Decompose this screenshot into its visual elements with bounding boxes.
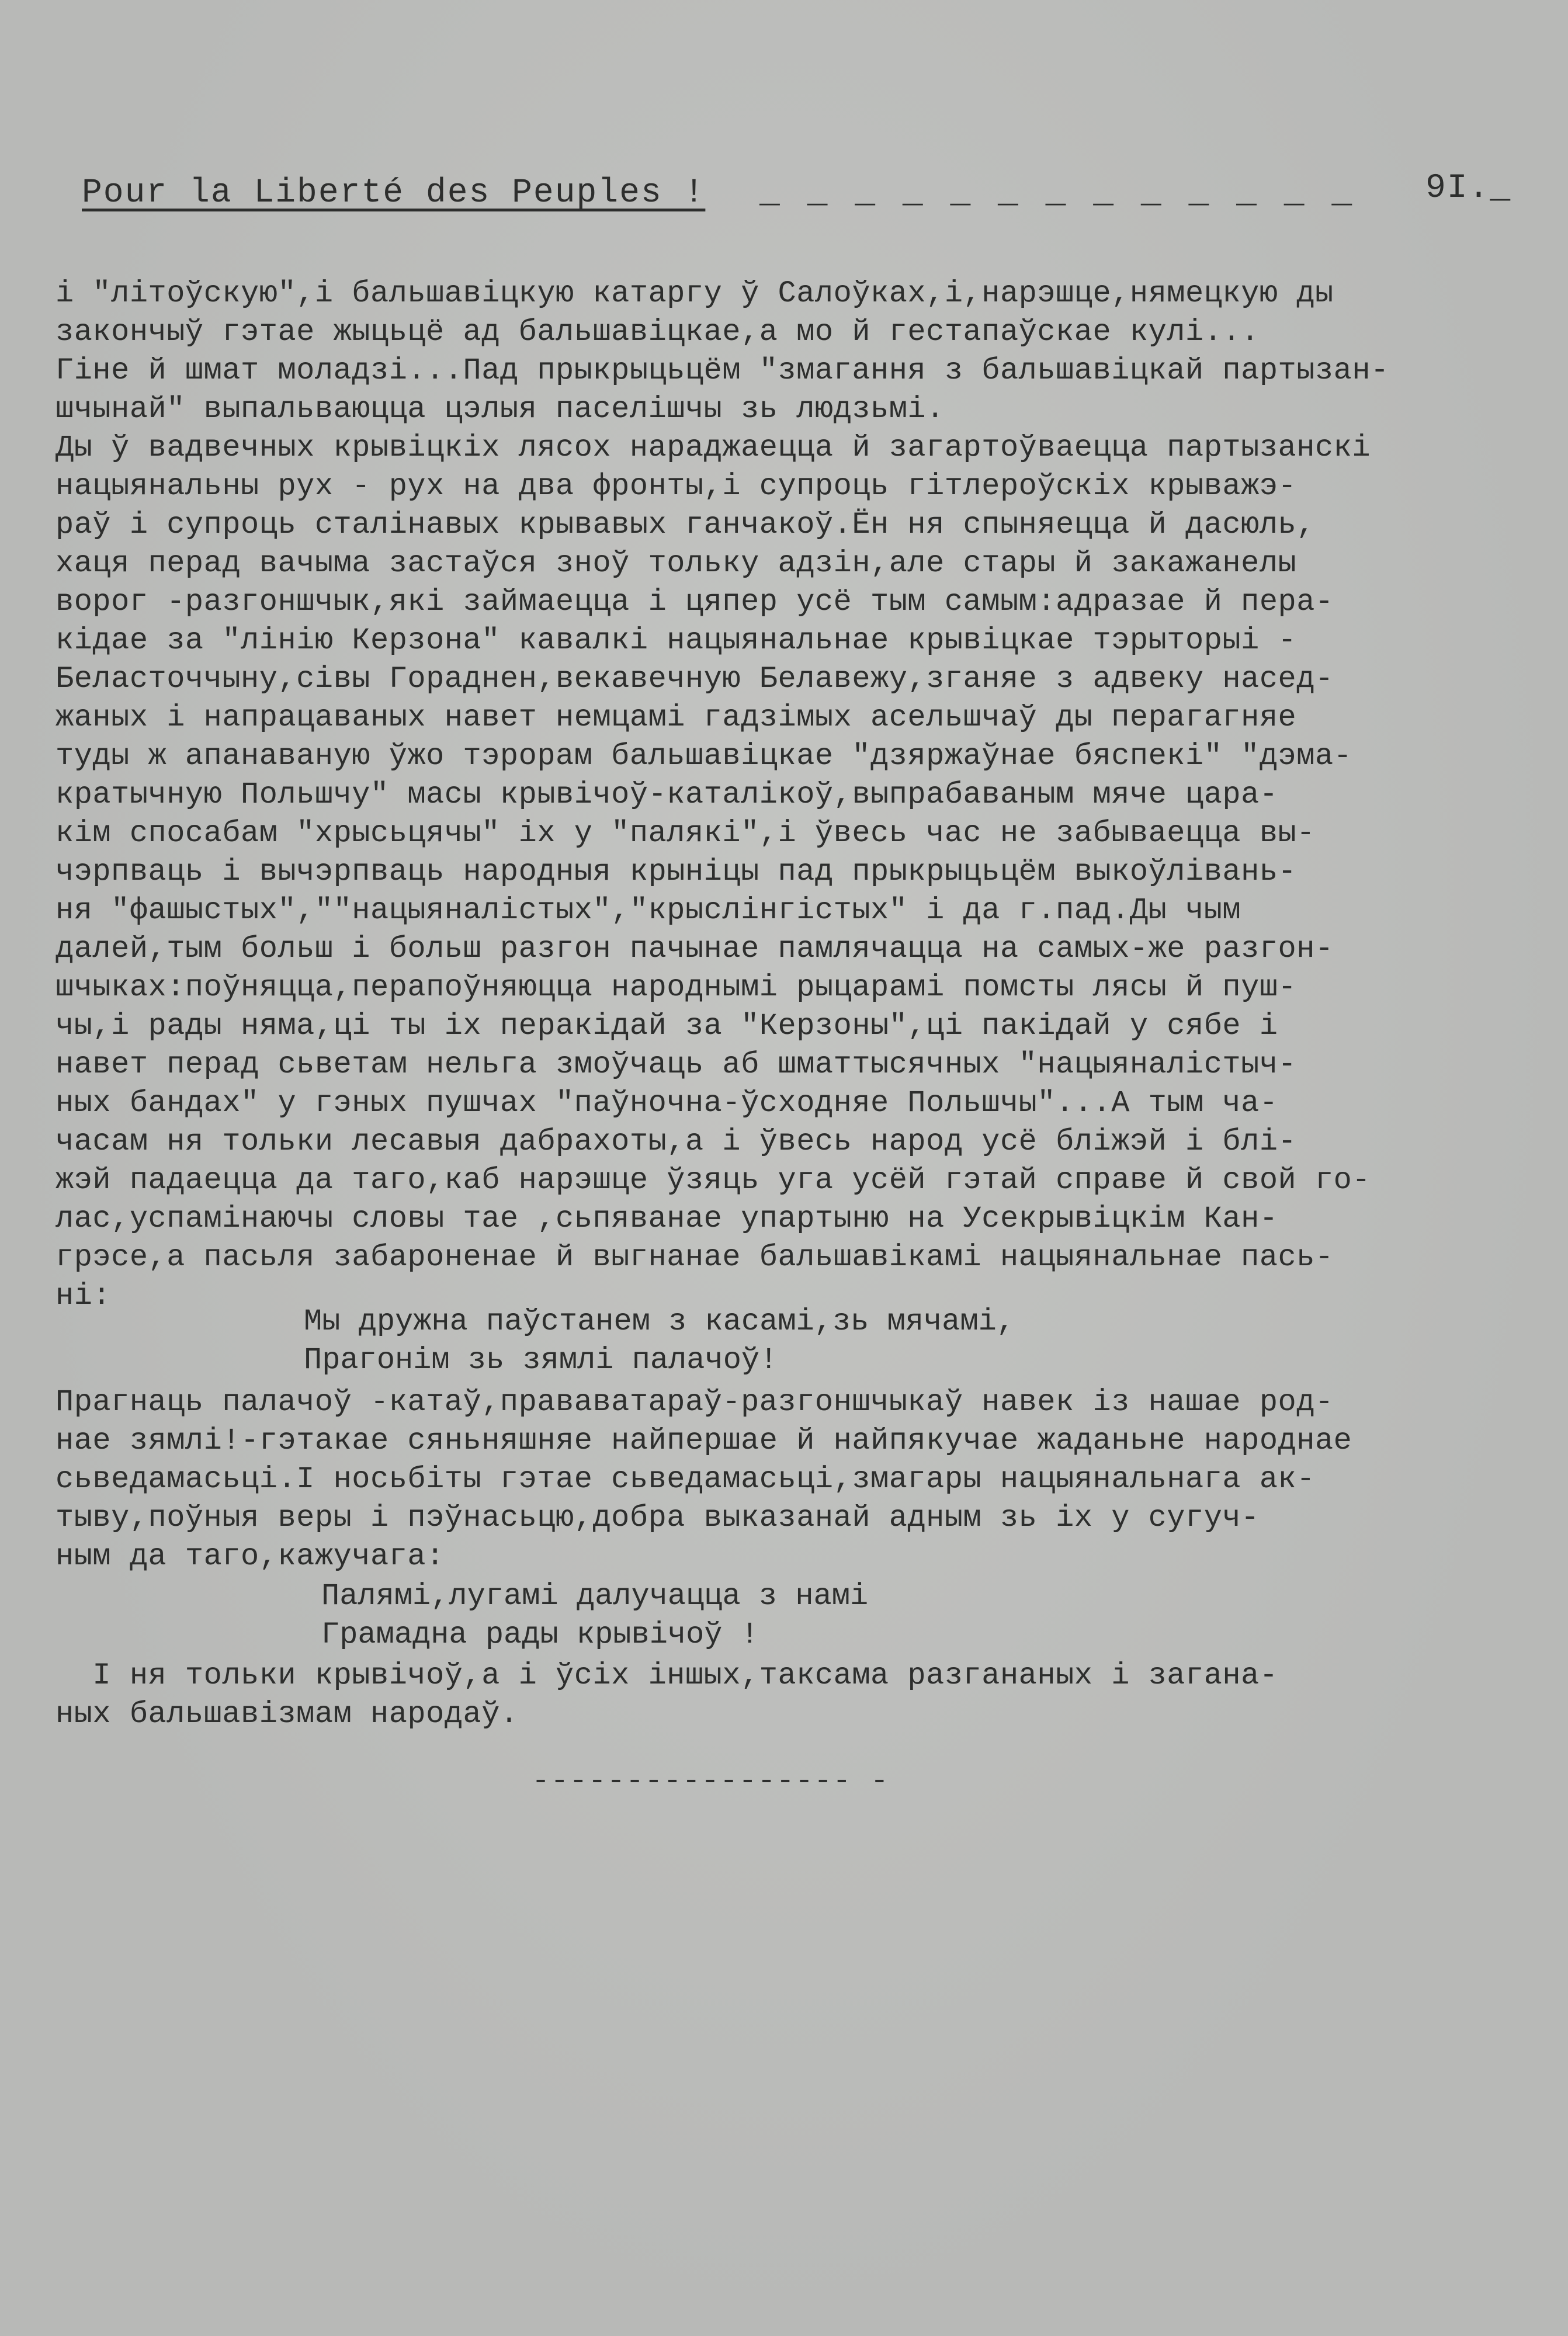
verse-line: Палямі,лугамі далучацца з намі	[321, 1579, 869, 1613]
text-line: грэсе,а пасьля забароненае й выгнанае бальшавікамі нацыянальнае пась-	[55, 1240, 1334, 1275]
verse-1	[304, 1303, 1015, 1380]
text-line: ных бандах" у гэных пушчах "паўночна-ўсходняе Польшчы"...А тым ча-	[55, 1086, 1278, 1120]
text-line: кідае за "лінію Керзона" кавалкі нацыянальнае крывіцкае тэрыторыі -	[55, 623, 1297, 658]
verse-line: Прагонім зь зямлі палачоў!	[304, 1343, 778, 1377]
paragraph-1	[55, 275, 1528, 1315]
text-line: жэй падаецца да таго,каб нарэшце ўзяць уга усёй гэтай справе й свой го-	[55, 1163, 1371, 1197]
verse-line: Мы дружна паўстанем з касамі,зь мячамі,	[304, 1304, 1015, 1339]
text-line: навет перад сьветам нельга змоўчаць аб шматтысячных "нацыяналістыч-	[55, 1047, 1297, 1082]
paragraph-2	[55, 1383, 1528, 1576]
text-line: ных бальшавізмам народаў.	[55, 1697, 519, 1731]
text-line: кім спосабам "хрысьцячы" іх у "палякі",і ўвесь час не забываецца вы-	[55, 816, 1315, 851]
text-line: ні:	[55, 1279, 112, 1313]
text-line: ня "фашыстых",""нацыяналістых","крыслінгістых" і да г.пад.Ды чым	[55, 893, 1241, 928]
text-line: і "літоўскую",і бальшавіцкую катаргу ў Салоўках,і,нарэшце,нямецкую ды	[55, 276, 1334, 311]
paragraph-3	[55, 1657, 1528, 1734]
text-line: раў і супроць сталінавых крывавых ганчакоў.Ён ня спыняецца й дасюль,	[55, 508, 1315, 542]
section-separator: ----------------- -	[532, 1764, 889, 1799]
page-header	[58, 169, 1519, 222]
text-line: тыву,поўныя веры і пэўнасьцю,добра выказанай адным зь іх у сугуч-	[55, 1501, 1260, 1535]
text-line: жаных і напрацаваных навет немцамі гадзімых асельшчаў ды перагагняе	[55, 700, 1297, 735]
text-line: Беласточчыну,сівы Гораднен,векавечную Белавежу,зганяе з адвеку насед-	[55, 662, 1334, 696]
text-line: часам ня тольки лесавыя дабрахоты,а і ўвесь народ усё бліжэй і блі-	[55, 1124, 1297, 1159]
text-line: нацыянальны рух - рух на два фронты,і супроць гітлероўскіх крыважэ-	[55, 469, 1297, 504]
text-line: хаця перад вачыма застаўся зноў тольку адзін,але стары й закажанелы	[55, 546, 1297, 581]
text-line: далей,тым больш і больш разгон пачынае памлячацца на самых-же разгон-	[55, 932, 1334, 966]
text-line: чы,і рады няма,ці ты іх перакідай за "Керзоны",ці пакідай у сябе і	[55, 1009, 1278, 1043]
text-line: шчынай" выпальваюцца цэлыя паселішчы зь людзьмі.	[55, 392, 945, 426]
verse-line: Грамадна рады крывічоў !	[321, 1618, 759, 1652]
text-line: туды ж апанаваную ўжо тэрорам бальшавіцкае "дзяржаўнае бяспекі" "дэма-	[55, 739, 1352, 773]
text-line: кратычную Польшчу" масы крывічоў-каталікоў,выпрабаваным мяче цара-	[55, 777, 1278, 812]
text-line: І ня тольки крывічоў,а і ўсіх іншых,таксама разгананых і загана-	[55, 1658, 1278, 1693]
text-line: Гіне й шмат моладзі...Пад прыкрыцьцём "змагання з бальшавіцкай партызан-	[55, 353, 1389, 388]
header-title: Pour la Liberté des Peuples !	[82, 174, 706, 212]
verse-2	[321, 1577, 868, 1654]
text-line: чэрпваць і вычэрпваць народныя крыніцы пад прыкрыцьцём выкоўлівань-	[55, 855, 1297, 889]
text-line: сьведамасьці.І носьбіты гэтае сьведамасьці,змагары нацыянальнага ак-	[55, 1462, 1315, 1497]
text-line: лас,успамінаючы словы тае ,сьпяванае упартыню на Усекрывіцкім Кан-	[55, 1202, 1278, 1236]
text-line: ворог -разгоншчык,які займаецца і цяпер усё тым самым:адразае й пера-	[55, 585, 1334, 619]
header-dashes: _ _ _ _ _ _ _ _ _ _ _ _ _	[759, 174, 1356, 212]
text-line: Ды ў вадвечных крывіцкіх лясох нараджаецца й загартоўваецца партызанскі	[55, 431, 1371, 465]
text-line: закончыў гэтае жыцьцё ад бальшавіцкае,а мо й гестапаўскае кулі...	[55, 315, 1260, 349]
text-line: ным да таго,кажучага:	[55, 1539, 445, 1574]
text-line: шчыках:поўняцца,перапоўняюцца народнымі рыцарамі помсты лясы й пуш-	[55, 970, 1297, 1005]
text-line: нае зямлі!-гэтакае сяньняшняе найпершае й найпякучае жаданьне народнае	[55, 1424, 1352, 1458]
text-line: Прагнаць палачоў -катаў,прававатараў-разгоншчыкаў навек із нашае род-	[55, 1385, 1334, 1419]
page-number: 9I._	[1425, 169, 1512, 207]
